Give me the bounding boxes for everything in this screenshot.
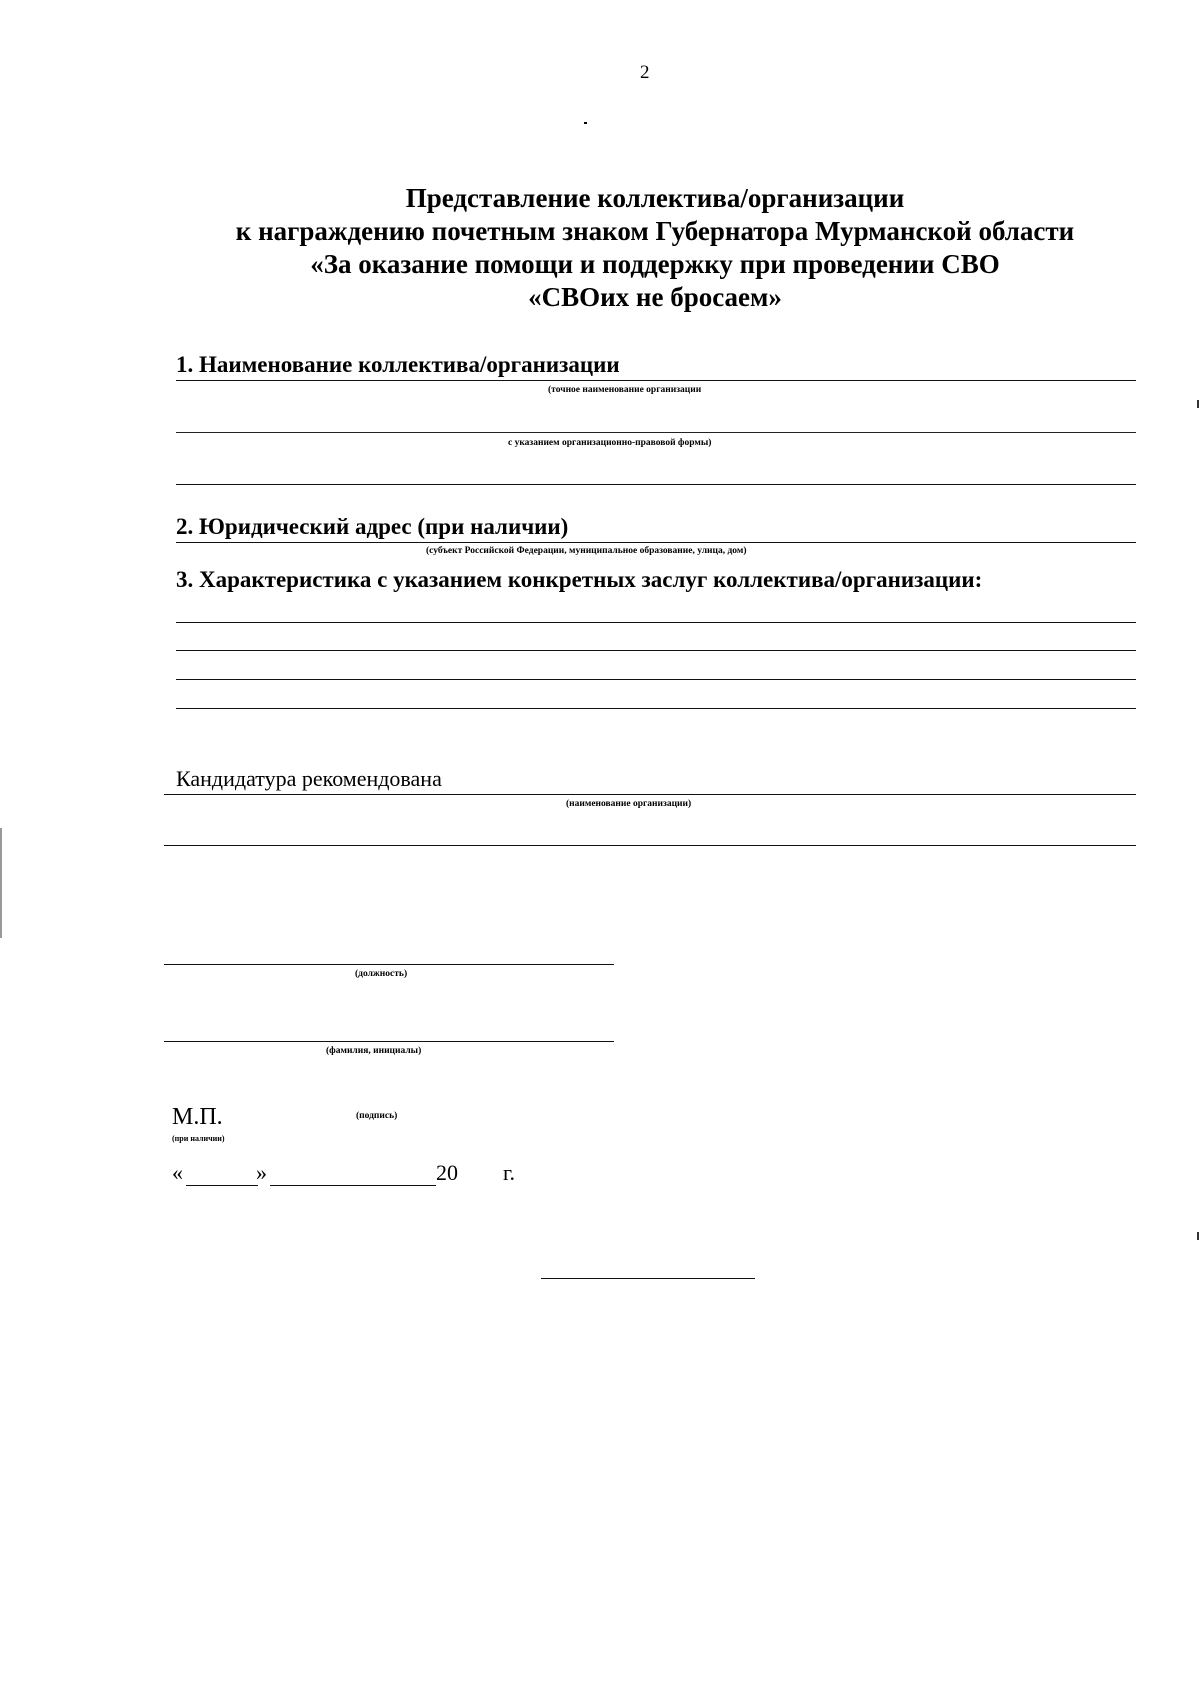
section-2-heading: 2. Юридический адрес (при наличии) [176, 514, 569, 539]
document-title [0, 182, 1200, 314]
date-close-quote: » [256, 1160, 267, 1185]
title-line-3: «За оказание помощи и поддержку при проведении СВО [310, 249, 1000, 279]
recommendation-line-2[interactable] [164, 845, 1136, 846]
scan-speck [584, 122, 587, 124]
org-form-caption: с указанием организационно-правовой формы) [508, 438, 712, 448]
date-year-prefix: 20 [436, 1160, 458, 1185]
address-line[interactable] [176, 542, 1136, 543]
sign-caption: (подпись) [356, 1111, 398, 1121]
scan-edge-mark [0, 828, 2, 938]
name-caption: (фамилия, инициалы) [326, 1046, 422, 1056]
stamp-label: М.П. [172, 1104, 223, 1130]
position-line[interactable] [164, 964, 614, 965]
scan-edge-tick-2 [1197, 1232, 1199, 1240]
recommendation-label: Кандидатура рекомендована [176, 766, 442, 791]
recommendation-caption: (наименование организации) [566, 799, 692, 809]
page-number: 2 [640, 62, 650, 83]
date-day-line[interactable] [186, 1185, 258, 1186]
org-name-line-3[interactable] [176, 484, 1136, 485]
closing-separator [541, 1278, 755, 1279]
merits-line-1[interactable] [176, 622, 1136, 623]
position-caption: (должность) [355, 969, 408, 979]
org-name-line-1[interactable] [176, 380, 1136, 381]
title-line-2: к награждению почетным знаком Губернатора Мурманской области [235, 216, 1075, 246]
address-caption: (субъект Российской Федерации, муниципальное образование, улица, дом) [426, 546, 747, 556]
merits-line-2[interactable] [176, 650, 1136, 651]
date-month-line[interactable] [270, 1185, 436, 1186]
scan-edge-tick-1 [1197, 400, 1199, 408]
merits-line-3[interactable] [176, 679, 1136, 680]
org-name-line-2[interactable] [176, 432, 1136, 433]
org-name-caption: (точное наименование организации [548, 385, 702, 395]
date-open-quote: « [172, 1160, 183, 1185]
section-1-heading: 1. Наименование коллектива/организации [176, 352, 620, 377]
name-line[interactable] [164, 1041, 614, 1042]
stamp-caption: (при наличии) [172, 1134, 225, 1143]
recommendation-line-1[interactable] [164, 794, 1136, 795]
date-year-suffix: г. [503, 1160, 516, 1185]
section-3-heading: 3. Характеристика с указанием конкретных заслуг коллектива/организации: [176, 567, 983, 592]
title-line-1: Представление коллектива/организации [405, 183, 905, 213]
merits-line-4[interactable] [176, 708, 1136, 709]
title-line-4: «СВОих не бросаем» [528, 282, 782, 312]
